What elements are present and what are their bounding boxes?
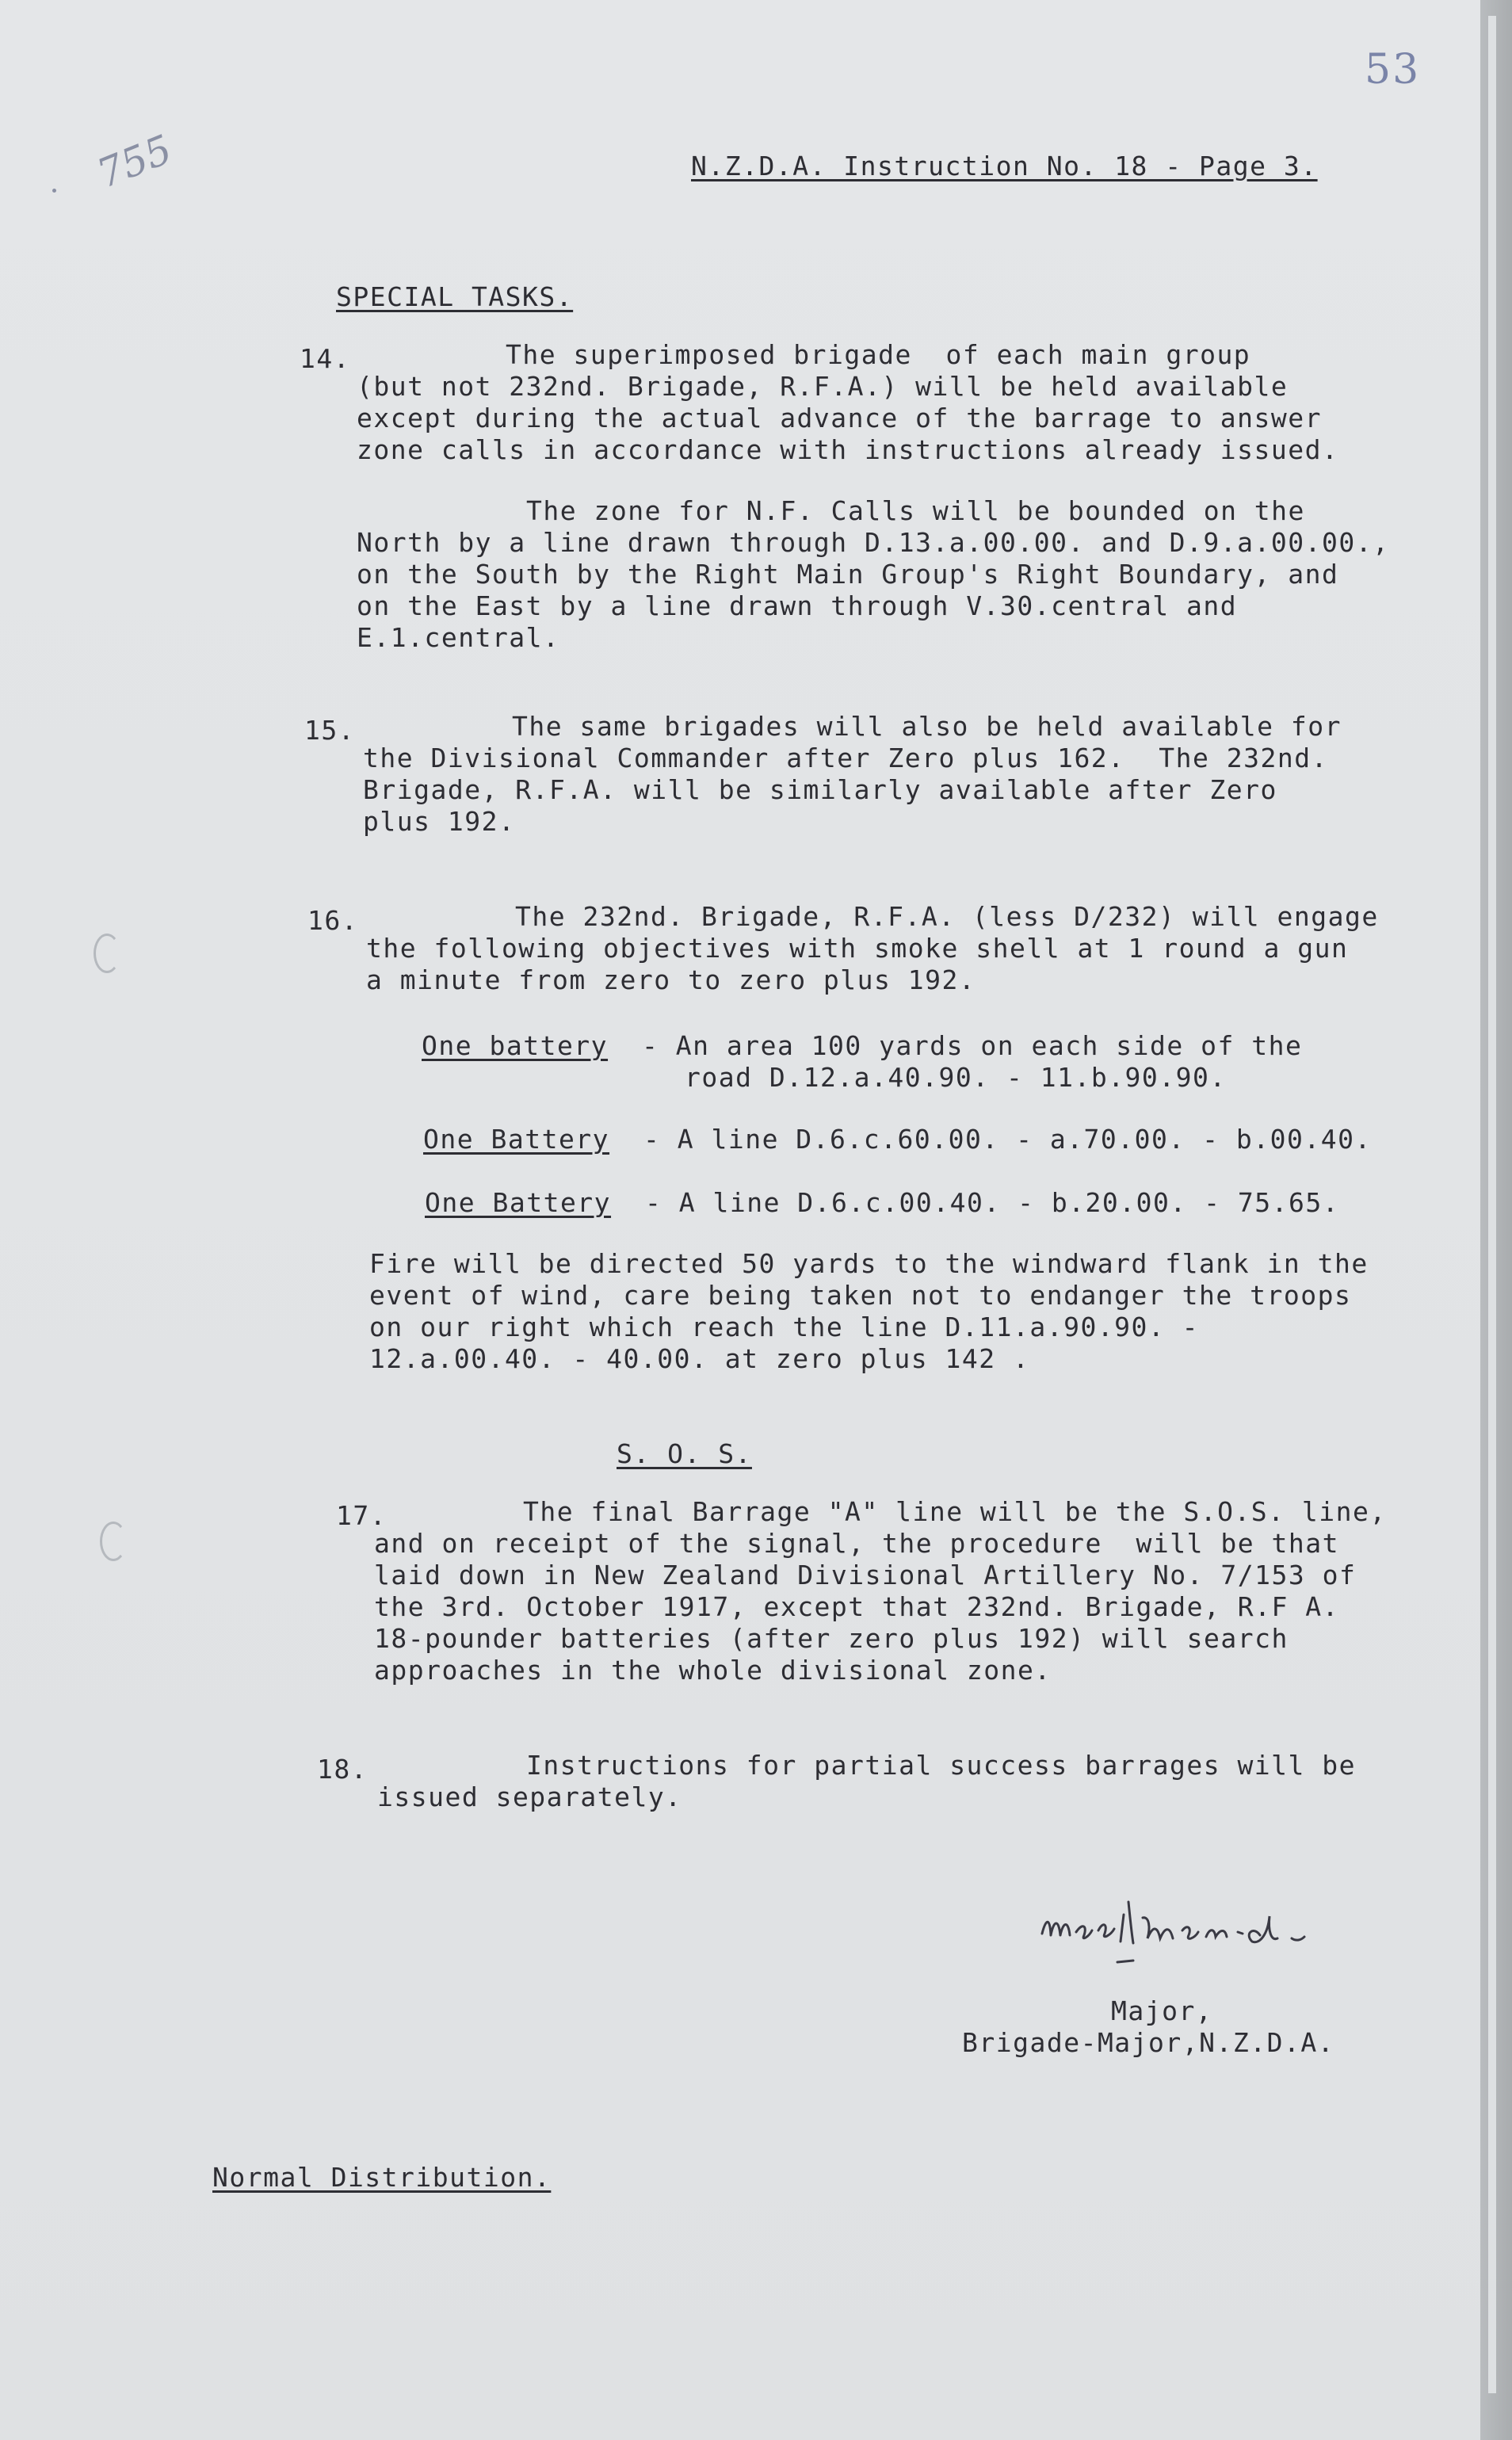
paragraph-14-zone-line-3: on the South by the Right Main Group's Right Boundary, and	[357, 559, 1339, 590]
paragraph-14-zone-line-5: E.1.central.	[357, 622, 560, 653]
battery-1-text-line-2: road D.12.a.40.90. - 11.b.90.90.	[685, 1062, 1227, 1093]
paragraph-17-line-3: laid down in New Zealand Divisional Artillery No. 7/153 of	[374, 1560, 1357, 1590]
paragraph-16-fire-line-3: on our right which reach the line D.11.a.90.90. -	[369, 1312, 1200, 1342]
page-edge	[1480, 0, 1512, 2440]
page-number: 53	[1365, 46, 1421, 94]
paragraph-17-line-4: the 3rd. October 1917, except that 232nd. Brigade, R.F A.	[374, 1591, 1339, 1622]
paragraph-number-14: 14.	[300, 343, 351, 374]
paragraph-16-line-3: a minute from zero to zero plus 192.	[366, 964, 976, 995]
handwritten-reference-number: 755	[90, 126, 178, 197]
paragraph-number-18: 18.	[317, 1754, 368, 1785]
paragraph-15-line-4: plus 192.	[363, 806, 516, 837]
paragraph-14-line-4: zone calls in accordance with instructions already issued.	[357, 434, 1339, 465]
paragraph-15-line-3: Brigade, R.F.A. will be similarly available after Zero	[363, 774, 1277, 805]
pencil-mark	[52, 189, 56, 193]
battery-1-text-line-1: - An area 100 yards on each side of the	[642, 1030, 1303, 1061]
paragraph-15-line-2: the Divisional Commander after Zero plus 162. The 232nd.	[363, 743, 1328, 773]
signature-rank: Major,	[1111, 1995, 1213, 2026]
paragraph-14-zone-line-4: on the East by a line drawn through V.30.central and	[357, 590, 1238, 621]
paragraph-14-line-1: The superimposed brigade of each main group	[506, 339, 1251, 370]
page-edge-highlight	[1488, 16, 1496, 2393]
battery-3-label: One Battery	[425, 1187, 612, 1218]
paragraph-number-15: 15.	[304, 715, 356, 746]
paragraph-14-zone-line-2: North by a line drawn through D.13.a.00.00. and D.9.a.00.00.,	[357, 527, 1390, 558]
handwritten-signature	[1030, 1886, 1395, 1981]
battery-2-text: - A line D.6.c.60.00. - a.70.00. - b.00.40.	[643, 1124, 1372, 1155]
paragraph-16-line-1: The 232nd. Brigade, R.F.A. (less D/232) will engage	[515, 901, 1379, 932]
paragraph-16-fire-line-1: Fire will be directed 50 yards to the windward flank in the	[369, 1248, 1369, 1279]
battery-1-label: One battery	[422, 1030, 609, 1061]
paragraph-14-zone-line-1: The zone for N.F. Calls will be bounded on the	[526, 495, 1305, 526]
paragraph-18-line-1: Instructions for partial success barrages will be	[526, 1750, 1357, 1781]
paragraph-14-line-3: except during the actual advance of the barrage to answer	[357, 403, 1322, 433]
paragraph-15-line-1: The same brigades will also be held available for	[512, 711, 1342, 742]
paragraph-14-line-2: (but not 232nd. Brigade, R.F.A.) will be held available	[357, 371, 1289, 402]
battery-3-text: - A line D.6.c.00.40. - b.20.00. - 75.65.	[645, 1187, 1340, 1218]
paragraph-17-line-1: The final Barrage "A" line will be the S.O.S. line,	[523, 1496, 1387, 1527]
battery-2-label: One Battery	[423, 1124, 610, 1155]
section-heading-special-tasks: SPECIAL TASKS.	[336, 281, 574, 312]
paragraph-17-line-6: approaches in the whole divisional zone.	[374, 1655, 1052, 1686]
header-title: N.Z.D.A. Instruction No. 18 - Page 3.	[691, 151, 1318, 181]
paragraph-number-17: 17.	[336, 1500, 388, 1531]
section-heading-sos: S. O. S.	[617, 1438, 752, 1469]
paragraph-16-fire-line-4: 12.a.00.40. - 40.00. at zero plus 142 .	[369, 1343, 1030, 1374]
signature-title: Brigade-Major,N.Z.D.A.	[962, 2027, 1335, 2058]
paragraph-17-line-5: 18-pounder batteries (after zero plus 192) will search	[374, 1623, 1289, 1654]
paragraph-16-line-2: the following objectives with smoke shell at 1 round a gun	[366, 933, 1349, 964]
punch-hole-icon	[94, 934, 120, 973]
paragraph-16-fire-line-2: event of wind, care being taken not to endanger the troops	[369, 1280, 1352, 1311]
paragraph-18-line-2: issued separately.	[377, 1781, 682, 1812]
paragraph-17-line-2: and on receipt of the signal, the procedure will be that	[374, 1528, 1339, 1559]
distribution-note: Normal Distribution.	[212, 2162, 552, 2193]
paragraph-number-16: 16.	[307, 905, 359, 936]
punch-hole-icon	[100, 1522, 127, 1561]
